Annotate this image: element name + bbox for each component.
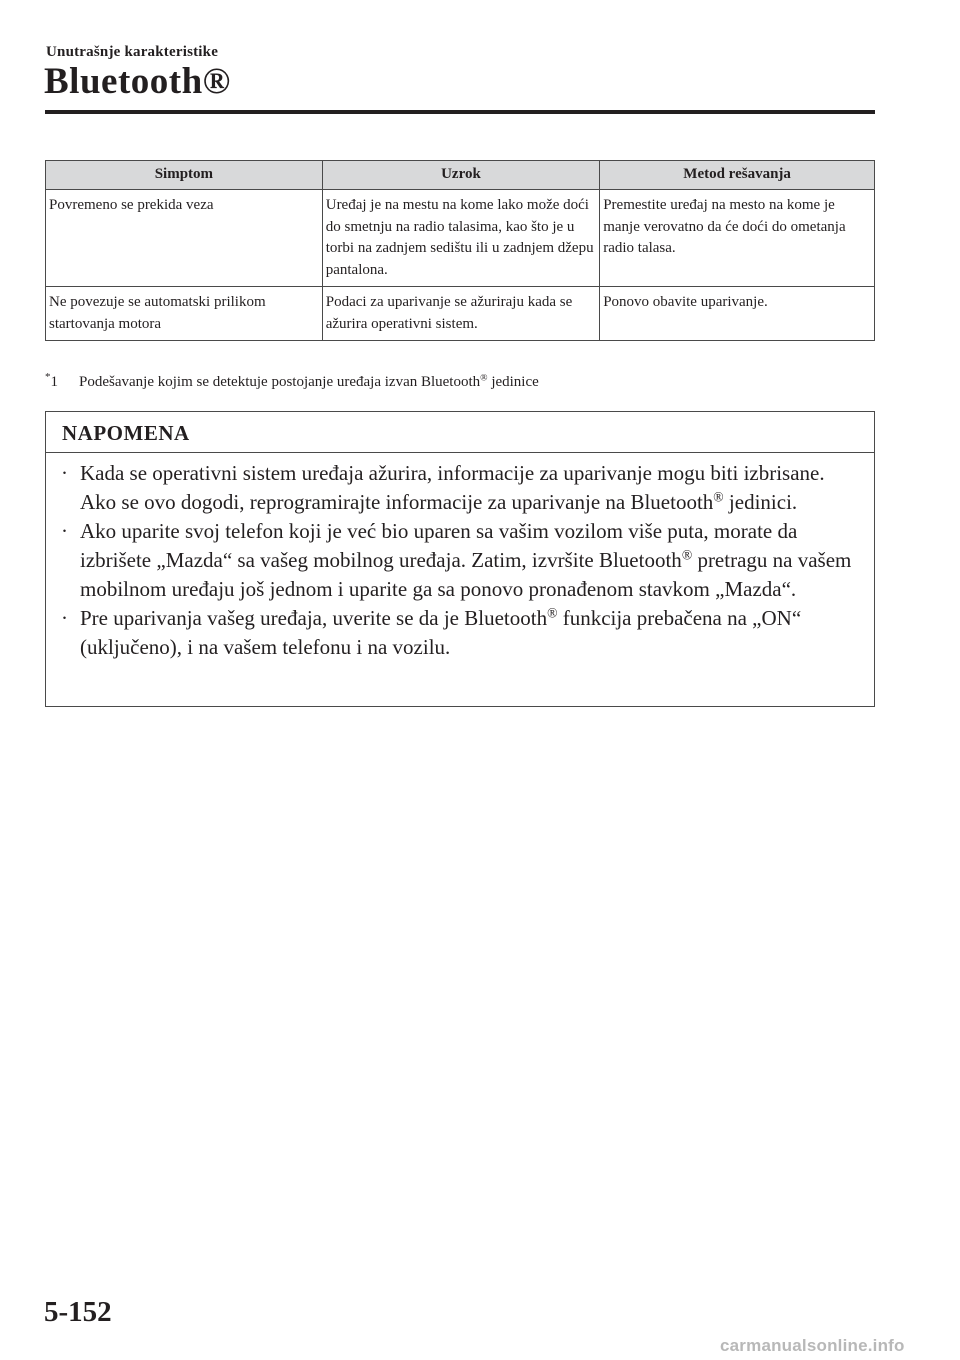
- registered-mark: ®: [480, 372, 488, 384]
- registered-mark: ®: [681, 547, 693, 563]
- table-header-row: [46, 161, 875, 190]
- note-text-end: funkcija prebačena na „ON“ (uključeno), i na vašem telefonu i na vozilu.: [80, 606, 802, 659]
- watermark: carmanualsonline.info: [720, 1336, 905, 1355]
- registered-mark: ®: [713, 489, 724, 505]
- troubleshooting-table: [45, 160, 875, 341]
- note-text: Kada se operativni sistem uređaja ažurira, informacije za uparivanje mogu biti izbrisane. Ako se ovo dogodi, reprogramirajte informacije za uparivanje na Bluetooth: [80, 461, 825, 514]
- table-row: [46, 190, 875, 287]
- footnote-asterisk: *: [45, 371, 51, 383]
- note-text: Pre uparivanja vašeg uređaja, uverite se da je Bluetooth: [80, 606, 548, 630]
- cell-cause: Uređaj je na mestu na kome lako može doći do smetnju na radio talasima, kao što je u torbi na zadnjem sedištu ili u zadnjem džepu pantalona.: [322, 190, 599, 287]
- cell-symptom: Ne povezuje se automatski prilikom startovanja motora: [46, 287, 323, 341]
- note-title: NAPOMENA: [46, 412, 874, 453]
- footnote-marker: [45, 371, 79, 391]
- cell-solution: Ponovo obavite uparivanje.: [600, 287, 875, 341]
- section-heading: Unutrašnje karakteristike: [46, 44, 219, 60]
- footnote-number: 1: [50, 374, 58, 390]
- cell-cause: Podaci za uparivanje se ažuriraju kada se ažurira operativni sistem.: [322, 287, 599, 341]
- note-box: [45, 411, 875, 707]
- registered-mark: ®: [547, 605, 558, 621]
- note-text: Ako uparite svoj telefon koji je već bio uparen sa vašim vozilom više puta, morate da izbrišete „Mazda“ sa vašeg mobilnog uređaja. Zatim, izvršite Bluetooth: [80, 519, 798, 572]
- bullet-icon: ·: [61, 461, 68, 485]
- column-header-symptom: Simptom: [46, 161, 323, 190]
- column-header-solution: Metod rešavanja: [600, 161, 875, 190]
- note-text-end: jedinici.: [723, 490, 798, 514]
- page-number: 5-152: [44, 1296, 112, 1328]
- column-header-cause: Uzrok: [322, 161, 599, 190]
- title-divider: [45, 110, 875, 114]
- note-list: [46, 453, 874, 662]
- footnote-text-end: jedinice: [487, 374, 539, 390]
- list-item: [46, 604, 874, 662]
- cell-solution: Premestite uređaj na mesto na kome je manje verovatno da će doći do ometanja radio talasa.: [600, 190, 875, 287]
- footnote-text: Podešavanje kojim se detektuje postojanje uređaja izvan Bluetooth: [79, 374, 481, 390]
- bullet-icon: ·: [61, 519, 68, 543]
- list-item: [46, 459, 874, 517]
- bullet-icon: ·: [61, 606, 68, 630]
- note-text-end: pretragu na vašem mobilnom uređaju još jednom i uparite ga sa ponovo pronađenom stavkom „Mazda“.: [80, 548, 852, 601]
- list-item: [46, 517, 874, 604]
- cell-symptom: Povremeno se prekida veza: [46, 190, 323, 287]
- table-row: [46, 287, 875, 341]
- footnote: [45, 371, 539, 391]
- page-title: Bluetooth®: [44, 61, 231, 102]
